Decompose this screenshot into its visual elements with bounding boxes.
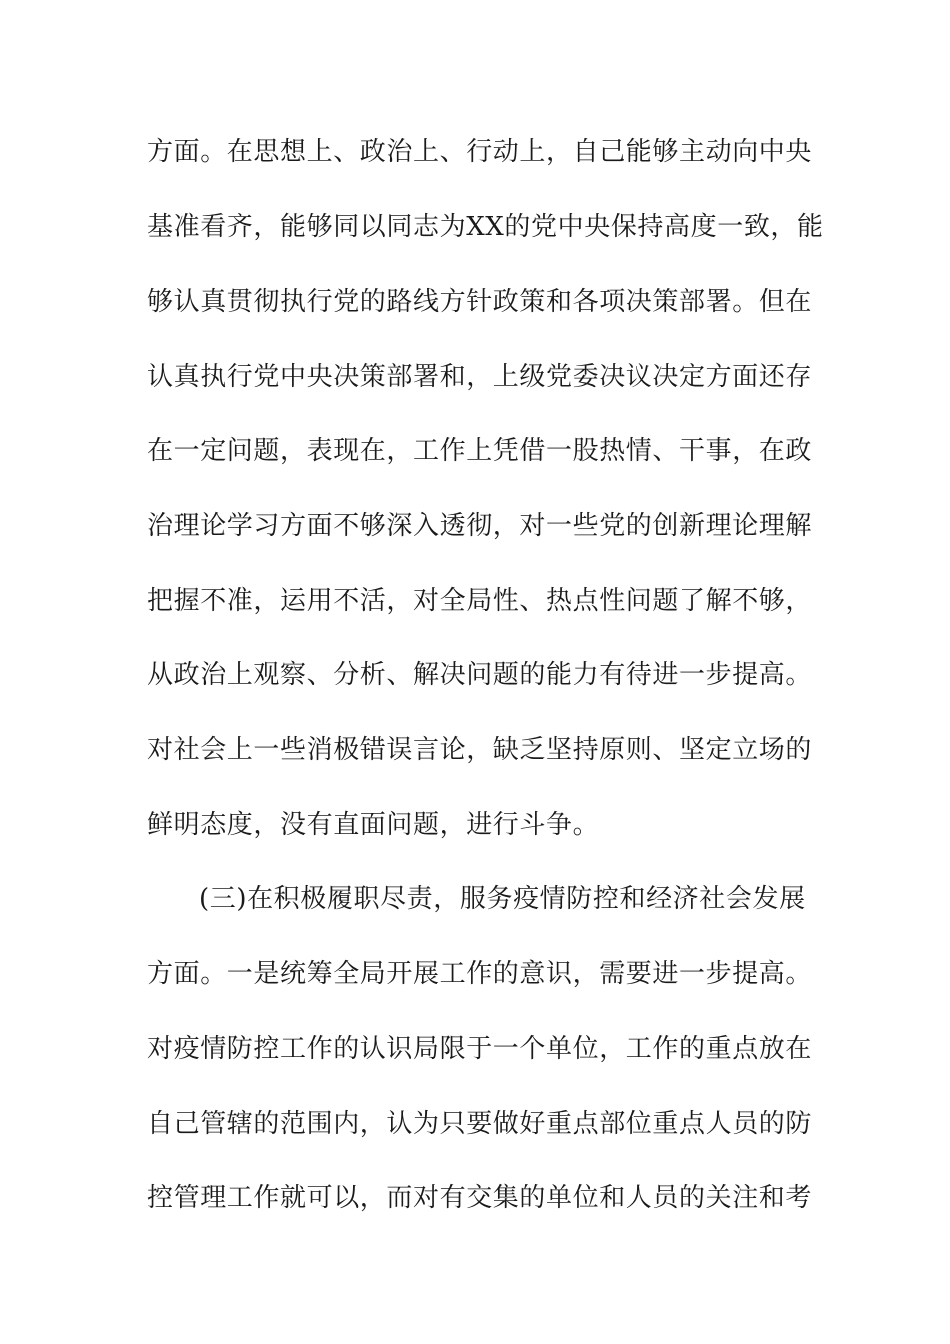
text-line: 方面。一是统筹全局开展工作的意识，需要进一步提高。 xyxy=(147,959,813,989)
text-line: 从政治上观察、分析、解决问题的能力有待进一步提高。 xyxy=(147,660,813,690)
text-line: 够认真贯彻执行党的路线方针政策和各项决策部署。但在 xyxy=(147,287,813,317)
text-line: 认真执行党中央决策部署和，上级党委决议决定方面还存 xyxy=(147,362,813,392)
text-line: 在一定问题，表现在，工作上凭借一股热情、干事，在政 xyxy=(147,436,813,466)
text-line: 对社会上一些消极错误言论，缺乏坚持原则、坚定立场的 xyxy=(147,735,813,765)
text-line: 方面。在思想上、政治上、行动上，自己能够主动向中央 xyxy=(147,137,813,167)
text-line: 治理论学习方面不够深入透彻，对一些党的创新理论理解 xyxy=(147,511,813,541)
text-line: 自己管辖的范围内，认为只要做好重点部位重点人员的防 xyxy=(147,1109,813,1139)
section-heading-line: (三)在积极履职尽责，服务疫情防控和经济社会发展 xyxy=(199,884,806,914)
text-line: 把握不准，运用不活，对全局性、热点性问题了解不够， xyxy=(147,586,813,616)
text-line: 鲜明态度，没有直面问题，进行斗争。 xyxy=(147,810,600,840)
text-line: 对疫情防控工作的认识局限于一个单位，工作的重点放在 xyxy=(147,1034,813,1064)
text-line: 基准看齐，能够同以同志为XX的党中央保持高度一致，能 xyxy=(147,212,824,242)
text-line: 控管理工作就可以，而对有交集的单位和人员的关注和考 xyxy=(147,1183,813,1213)
